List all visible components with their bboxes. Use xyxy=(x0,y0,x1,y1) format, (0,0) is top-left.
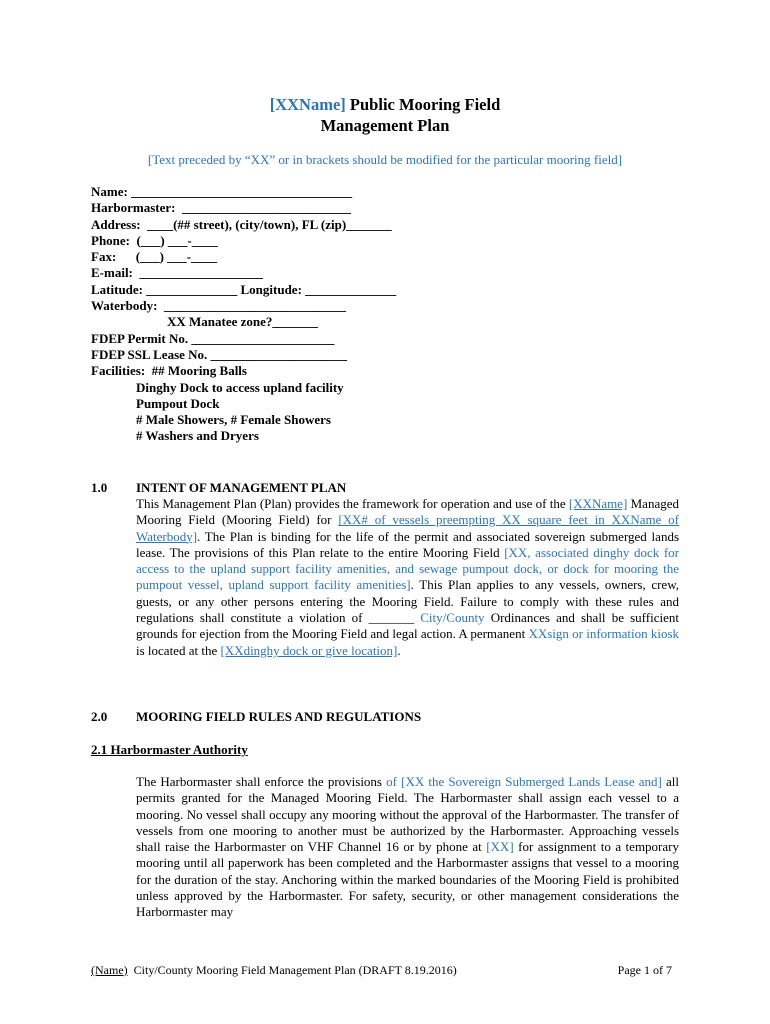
placeholder-amenities: [XX, associated dinghy dock for access to the upland support facility amenities, and sewage pumpout dock, or dock for mooring the pumpout vessel, upland support facility amenities] xyxy=(136,544,679,593)
info-block xyxy=(91,184,396,445)
footer-doc-title: City/County Mooring Field Management Plan (DRAFT 8.19.2016) xyxy=(127,963,457,977)
document-title xyxy=(0,94,770,136)
title-name-placeholder: [XXName] xyxy=(269,95,346,114)
info-fdep-permit: FDEP Permit No. ______________________ xyxy=(91,330,335,346)
placeholder-phone: [XX] xyxy=(486,839,514,855)
info-fax: Fax: (___) ___-____ xyxy=(91,249,218,265)
info-name: Name: __________________________________ xyxy=(91,184,353,199)
section-1-paragraph: This Management Plan (Plan) provides the framework for operation and use of the [XXName] Managed Mooring Field (Mooring Field) for [XX# of vessels preempting XX square feet in XXName of Waterbody]. The Plan is binding for the life of the permit and associated sovereign submerged lands lease. The provisions of this Plan relate to the entire Mooring Field [XX, associated dinghy dock for access to the upland support facility amenities, and sewage pumpout dock, or dock for mooring the pumpout vessel, upland support facility amenities]. This Plan applies to any vessels, owners, crew, guests, or any other persons entering the Mooring Field. Failure to comply with these rules and regulations shall constitute a violation of _______ City/County Ordinances and shall be sufficient grounds for ejection from the Mooring Field and legal action. A permanent XXsign or information kiosk is located at the [XXdinghy dock or give location]. xyxy=(136,496,680,658)
placeholder-vessels-link: [XX# of vessels preempting XX square feet in XXName of Waterbody] xyxy=(136,512,679,544)
footer-name: (Name) xyxy=(91,963,128,977)
info-email: E-mail: ___________________ xyxy=(91,265,263,281)
section-2-number: 2.0 xyxy=(91,709,108,724)
placeholder-city-county: City/County xyxy=(420,610,485,626)
placeholder-name-link: [XXName] xyxy=(568,496,628,511)
info-harbormaster: Harbormaster: __________________________ xyxy=(91,200,351,216)
section-2-title: MOORING FIELD RULES AND REGULATIONS xyxy=(136,709,422,724)
placeholder-lease: of [XX the Sovereign Submerged Lands Lease and] xyxy=(386,774,662,789)
instruction-note: [Text preceded by “XX” or in brackets should be modified for the particular mooring field] xyxy=(147,152,623,167)
info-lat-long: Latitude: ______________ Longitude: ______________ xyxy=(91,281,397,297)
page-footer xyxy=(91,963,672,978)
title-line1: Public Mooring Field xyxy=(345,95,501,114)
title-line2: Management Plan xyxy=(320,116,450,135)
info-fdep-lease: FDEP SSL Lease No. _____________________ xyxy=(91,346,348,362)
info-address: Address: ____(## street), (city/town), FL (zip)_______ xyxy=(91,216,392,232)
section-2-1-heading: 2.1 Harbormaster Authority xyxy=(91,742,248,757)
footer-page-number: Page 1 of 7 xyxy=(617,963,672,977)
info-facilities: Facilities: ## Mooring Balls xyxy=(91,363,247,379)
placeholder-sign: XXsign or information kiosk xyxy=(528,626,680,642)
section-1-number: 1.0 xyxy=(91,480,108,495)
placeholder-location-link: [XXdinghy dock or give location] xyxy=(220,642,398,658)
info-facility-washers: # Washers and Dryers xyxy=(136,428,259,444)
info-facility-dinghy: Dinghy Dock to access upland facility xyxy=(136,379,344,395)
info-facility-showers: # Male Showers, # Female Showers xyxy=(136,412,331,428)
info-waterbody: Waterbody: ____________________________ xyxy=(91,298,346,314)
info-manatee-zone: XX Manatee zone?_______ xyxy=(167,314,318,330)
info-facility-pumpout: Pumpout Dock xyxy=(136,395,220,411)
info-phone: Phone: (___) ___-____ xyxy=(91,232,218,248)
section-1-title: INTENT OF MANAGEMENT PLAN xyxy=(136,480,347,495)
section-2-1-paragraph: The Harbormaster shall enforce the provisions of [XX the Sovereign Submerged Lands Lease and] all permits granted for the Managed Mooring Field. The Harbormaster shall assign each vessel to a mooring. No vessel shall occupy any mooring without the approval of the Harbormaster. The transfer of vessels from one mooring to another must be authorized by the Harbormaster. Approaching vessels shall raise the Harbormaster on VHF Channel 16 or by phone at [XX] for assignment to a temporary mooring until all paperwork has been completed and the Harbormaster assigns that vessel to a mooring for the duration of the stay. Anchoring within the marked boundaries of the Mooring Field is prohibited unless approved by the Harbormaster. For safety, security, or other management considerations the Harbormaster may xyxy=(136,774,679,920)
